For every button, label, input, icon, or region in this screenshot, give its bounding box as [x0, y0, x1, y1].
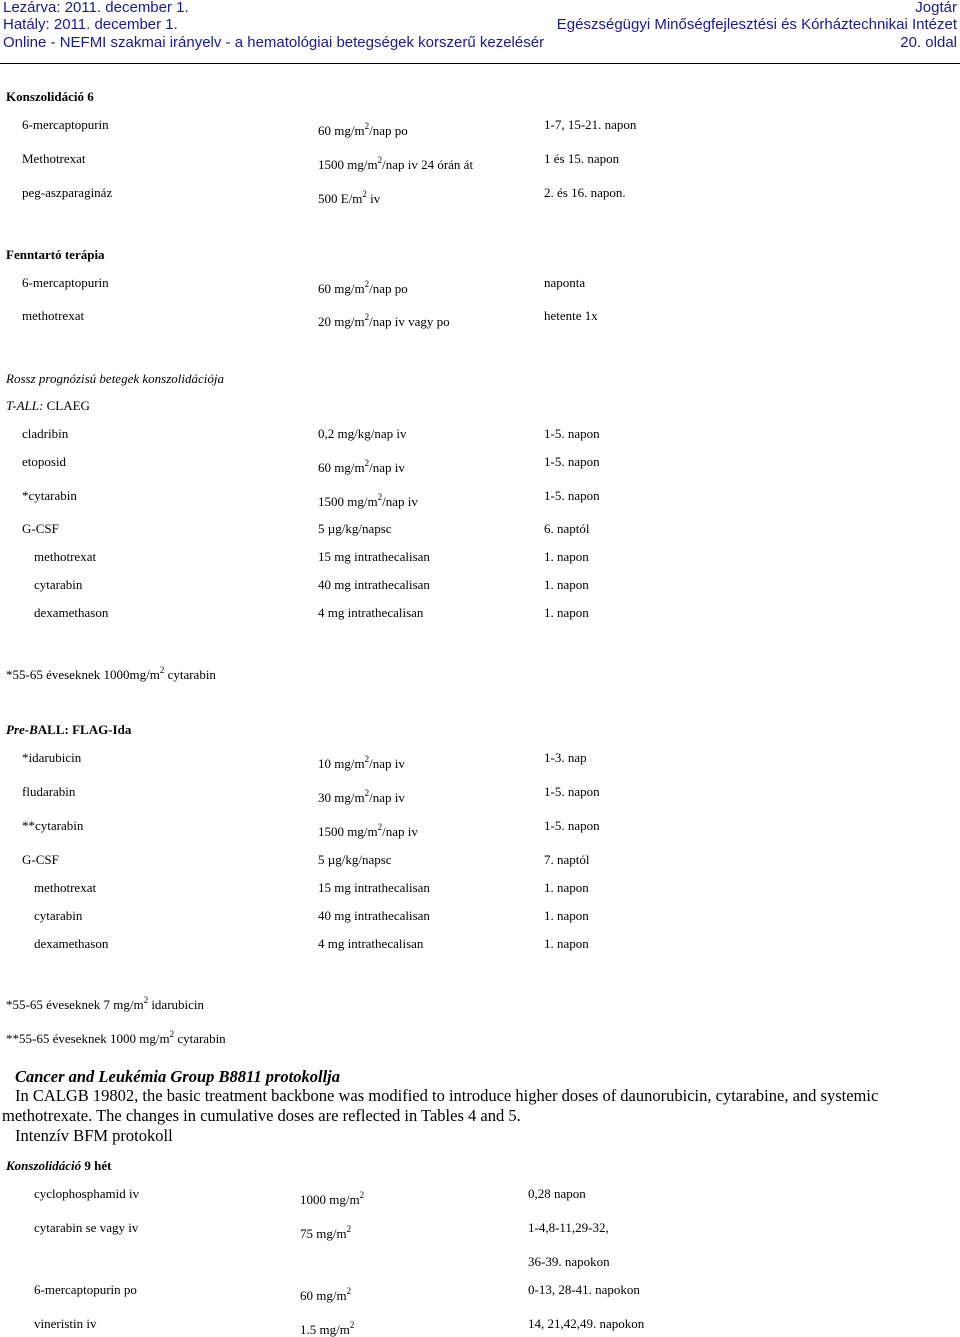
page-number: 20. oldal: [900, 34, 957, 51]
kons6-title: Konszolidáció 6: [6, 89, 94, 104]
dose: 4 mg intrathecalisan: [318, 936, 424, 951]
dose: 60 $mg/m^2$/nap po: [318, 279, 408, 296]
document-source: Online - NEFMI szakmai irányelv - a hematológiai betegségek korszerű kezelésér: [3, 34, 545, 51]
dose: 40 mg intrathecalisan: [318, 908, 430, 923]
schedule: 7. naptól: [544, 852, 590, 867]
bfm-heading: Intenzív BFM protokoll: [15, 1126, 173, 1145]
footnote: *55-65 éveseknek 7 $mg/m^2$ idarubicin: [6, 995, 205, 1012]
drug-name: peg-aszparagináz: [22, 185, 113, 200]
drug-name: 6-mercaptopurin: [22, 275, 109, 290]
dose: 1500 $mg/m^2$/nap iv: [318, 492, 418, 509]
drug-name: G-CSF: [22, 852, 59, 867]
calgb-title: Cancer and Leukémia Group B8811 protokollja: [15, 1067, 340, 1086]
schedule: 1 és 15. napon: [544, 151, 620, 166]
preball-subtitle: Pre-BALL: FLAG-Ida: [6, 722, 132, 737]
dose: 1.5 $mg/m^2$: [300, 1320, 355, 1337]
dose: 1500 $mg/m^2$/nap iv: [318, 822, 418, 839]
drug-name: *idarubicin: [22, 750, 82, 765]
kons9-title: Konszolidáció 9 hét: [6, 1158, 112, 1173]
schedule: 1-5. napon: [544, 818, 600, 833]
dose: 1000 $mg/m^2$: [300, 1190, 365, 1207]
dose: 1500 $mg/m^2$/nap iv 24 órán át: [318, 155, 474, 172]
schedule: 1-7, 15-21. napon: [544, 117, 637, 132]
drug-name: 6-mercaptopurin: [22, 117, 109, 132]
schedule: 1. napon: [544, 936, 589, 951]
schedule: hetente 1x: [544, 308, 598, 323]
dose: 75 $mg/m^2$: [300, 1224, 352, 1241]
schedule: 1-4,8-11,29-32,: [528, 1220, 609, 1235]
dose: 20 $mg/m^2$/nap iv vagy po: [318, 312, 450, 329]
drug-name: cytarabin se vagy iv: [34, 1220, 139, 1235]
drug-name: cytarabin: [34, 577, 83, 592]
dose: 60 $mg/m^2$/nap iv: [318, 458, 405, 475]
schedule: 1. napon: [544, 577, 589, 592]
fenntarto-title: Fenntartó terápia: [6, 247, 105, 262]
drug-name: cytarabin: [34, 908, 83, 923]
drug-name: **cytarabin: [22, 818, 84, 833]
header-divider: [0, 63, 960, 64]
schedule: 1-5. napon: [544, 454, 600, 469]
schedule: 1. napon: [544, 880, 589, 895]
schedule: naponta: [544, 275, 586, 290]
schedule: 6. naptól: [544, 521, 590, 536]
schedule: 36-39. napokon: [528, 1254, 610, 1269]
closing-date: Lezárva: 2011. december 1.: [3, 0, 189, 16]
paragraph-line: methotrexate. The changes in cumulative doses are reflected in Tables 4 and 5.: [2, 1106, 521, 1125]
institute: Egészségügyi Minőségfejlesztési és Kórháztechnikai Intézet: [556, 16, 957, 33]
dose: 15 mg intrathecalisan: [318, 549, 430, 564]
drug-name: G-CSF: [22, 521, 59, 536]
drug-name: methotrexat: [34, 549, 97, 564]
drug-name: methotrexat: [34, 880, 97, 895]
drug-name: Methotrexat: [22, 151, 86, 166]
schedule: 2. és 16. napon.: [544, 185, 626, 200]
dose: 0,2 mg/kg/nap iv: [318, 426, 407, 441]
dose: 4 mg intrathecalisan: [318, 605, 424, 620]
schedule: 0,28 napon: [528, 1186, 586, 1201]
schedule: 14, 21,42,49. napokon: [528, 1316, 645, 1331]
schedule: 1. napon: [544, 908, 589, 923]
footnote: **55-65 éveseknek 1000 $mg/m^2$ cytarabin: [6, 1029, 226, 1046]
drug-name: cladribin: [22, 426, 69, 441]
effective-date: Hatály: 2011. december 1.: [3, 16, 178, 33]
dose: 10 $mg/m^2$/nap iv: [318, 754, 405, 771]
drug-name: dexamethason: [34, 936, 109, 951]
drug-name: cyclophosphamid iv: [34, 1186, 140, 1201]
drug-name: methotrexat: [22, 308, 85, 323]
schedule: 1-3. nap: [544, 750, 587, 765]
dose: 60 $mg/m^2$/nap po: [318, 121, 408, 138]
schedule: 0-13, 28-41. napokon: [528, 1282, 640, 1297]
schedule: 1. napon: [544, 549, 589, 564]
dose: 500 $E/m^2$ iv: [318, 189, 381, 206]
dose: 60 $mg/m^2$: [300, 1286, 352, 1303]
rossz-title: Rossz prognózisú betegek konszolidációja: [6, 371, 224, 386]
schedule: 1. napon: [544, 605, 589, 620]
drug-name: etoposid: [22, 454, 67, 469]
paragraph-line: In CALGB 19802, the basic treatment backbone was modified to introduce higher doses of daunorubicin, cytarabine, and systemic: [15, 1086, 879, 1105]
drug-name: fludarabin: [22, 784, 76, 799]
drug-name: dexamethason: [34, 605, 109, 620]
tall-subtitle: T-ALL: CLAEG: [6, 398, 90, 413]
publisher: Jogtár: [915, 0, 957, 16]
dose: 15 mg intrathecalisan: [318, 880, 430, 895]
drug-name: *cytarabin: [22, 488, 77, 503]
schedule: 1-5. napon: [544, 426, 600, 441]
schedule: 1-5. napon: [544, 784, 600, 799]
dose: 40 mg intrathecalisan: [318, 577, 430, 592]
drug-name: vineristin iv: [34, 1316, 97, 1331]
footnote: *55-65 éveseknek $1000mg/m^2$ cytarabin: [6, 665, 216, 682]
dose: 5 µg/kg/napsc: [318, 852, 392, 867]
dose: 30 $mg/m^2$/nap iv: [318, 788, 405, 805]
schedule: 1-5. napon: [544, 488, 600, 503]
drug-name: 6-mercaptopurin po: [34, 1282, 137, 1297]
dose: 5 µg/kg/napsc: [318, 521, 392, 536]
